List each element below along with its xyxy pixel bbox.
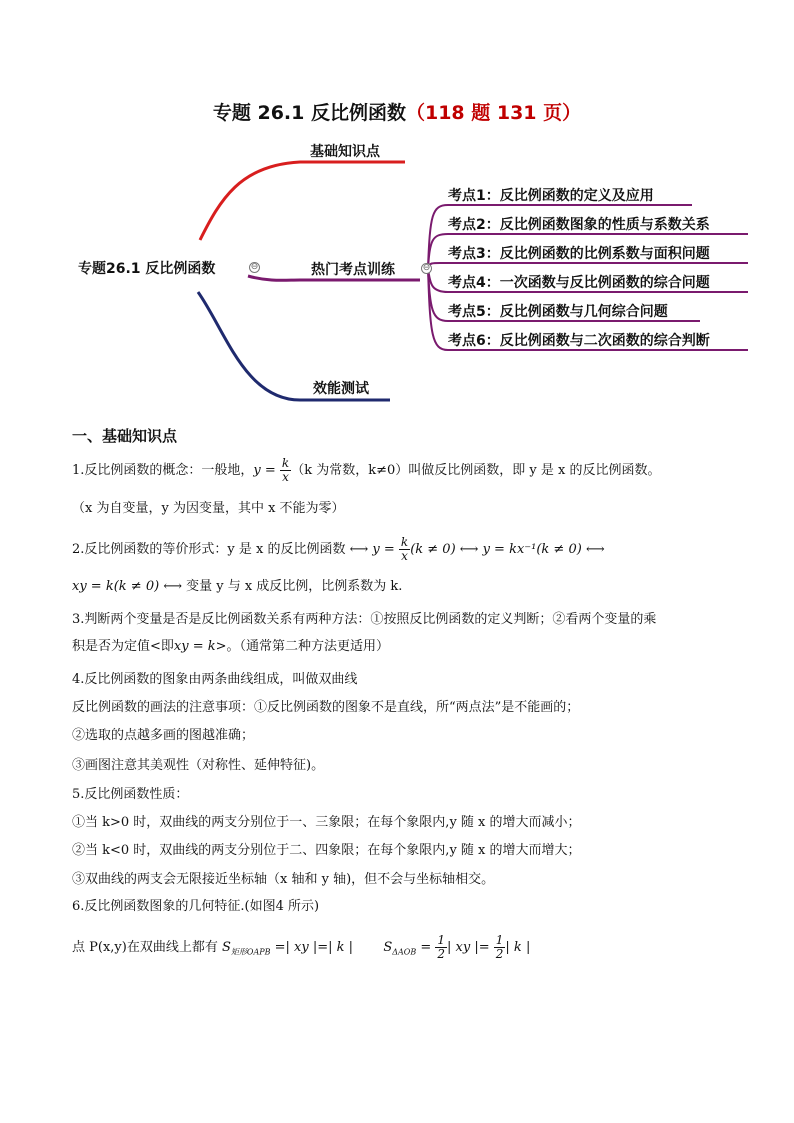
fraction-one-half: $\frac{1}{2}$ bbox=[437, 933, 446, 961]
topic-hot-training: 热门考点训练 bbox=[311, 262, 395, 278]
fraction-k-over-x-2: $\frac{k}{x}$ bbox=[400, 535, 409, 563]
section-heading: 一、基础知识点 bbox=[72, 427, 178, 445]
fraction-one-half-2: $\frac{1}{2}$ bbox=[495, 933, 504, 961]
topic-effectiveness-test: 效能测试 bbox=[313, 381, 369, 397]
paragraph-5-line2: ①当 k>0 时，双曲线的两支分别位于一、三象限；在每个象限内,y 随 x 的增大而减小； bbox=[72, 815, 581, 830]
paragraph-1: 1.反比例函数的概念：一般地，y = $\frac{k}{x}$ （k 为常数，k≠0）叫做反比例函数，即 y 是 x 的反比例函数。 bbox=[72, 456, 661, 484]
leaf-kaodian-1: 考点1：反比例函数的定义及应用 bbox=[448, 188, 654, 204]
paragraph-4-line2: 反比例函数的画法的注意事项：①反比例函数的图象不是直线，所“两点法”是不能画的； bbox=[72, 700, 580, 715]
paragraph-2: 2.反比例函数的等价形式：y 是 x 的反比例函数 ⟷ y = $\frac{k}{x}$ (k ≠ 0) ⟷ y = kx⁻¹(k ≠ 0) ⟷ bbox=[72, 535, 605, 563]
paragraph-4-line1: 4.反比例函数的图象由两条曲线组成，叫做双曲线 bbox=[72, 672, 358, 687]
paragraph-1-note: （x 为自变量，y 为因变量，其中 x 不能为零） bbox=[72, 501, 345, 516]
mindmap-lines bbox=[0, 0, 794, 420]
paragraph-5-line3: ②当 k<0 时，双曲线的两支分别位于二、四象限；在每个象限内,y 随 x 的增大而增大； bbox=[72, 843, 581, 858]
mindmap-root: 专题26.1 反比例函数 bbox=[78, 261, 216, 277]
collapse-toggle-topic[interactable]: ⊖ bbox=[422, 263, 431, 273]
title-main: 专题 26.1 反比例函数 bbox=[212, 102, 406, 124]
paragraph-6-line2: 点 P(x,y)在双曲线上都有 $S_{矩形OAPB}$ =| xy |=| k | $S_{\Delta AOB}$ = $\frac{1}{2}$ | xy |= $\frac{1}{2}$ | k | bbox=[72, 933, 531, 961]
paragraph-4-line3: ②选取的点越多画的图越准确； bbox=[72, 728, 255, 743]
branch-line-top bbox=[200, 162, 405, 240]
paragraph-3-line2: 积是否为定值<即xy = k>。（通常第二种方法更适用） bbox=[72, 639, 390, 654]
paragraph-3-line1: 3.判断两个变量是否是反比例函数关系有两种方法：①按照反比例函数的定义判断；②看两个变量的乘 bbox=[72, 612, 657, 627]
paragraph-5-line1: 5.反比例函数性质： bbox=[72, 787, 189, 802]
paragraph-2-line2: xy = k(k ≠ 0) ⟷ 变量 y 与 x 成反比例，比例系数为 k. bbox=[72, 579, 403, 594]
fraction-k-over-x: $\frac{k}{x}$ bbox=[281, 456, 290, 484]
leaf-kaodian-3: 考点3：反比例函数的比例系数与面积问题 bbox=[448, 246, 710, 262]
title-count: （118 题 131 页） bbox=[405, 102, 582, 124]
leaf-kaodian-5: 考点5：反比例函数与几何综合问题 bbox=[448, 304, 668, 320]
leaf-kaodian-2: 考点2：反比例函数图象的性质与系数关系 bbox=[448, 217, 710, 233]
leaf-kaodian-6: 考点6：反比例函数与二次函数的综合判断 bbox=[448, 333, 710, 349]
topic-basic-knowledge: 基础知识点 bbox=[310, 144, 380, 160]
paragraph-5-line4: ③双曲线的两支会无限接近坐标轴（x 轴和 y 轴)，但不会与坐标轴相交。 bbox=[72, 872, 495, 887]
paragraph-6-line1: 6.反比例函数图象的几何特征.(如图4 所示) bbox=[72, 899, 320, 914]
collapse-toggle-root[interactable]: ⊖ bbox=[250, 262, 259, 272]
leaf-kaodian-4: 考点4：一次函数与反比例函数的综合问题 bbox=[448, 275, 710, 291]
paragraph-4-line4: ③画图注意其美观性（对称性、延伸特征)。 bbox=[72, 758, 325, 773]
